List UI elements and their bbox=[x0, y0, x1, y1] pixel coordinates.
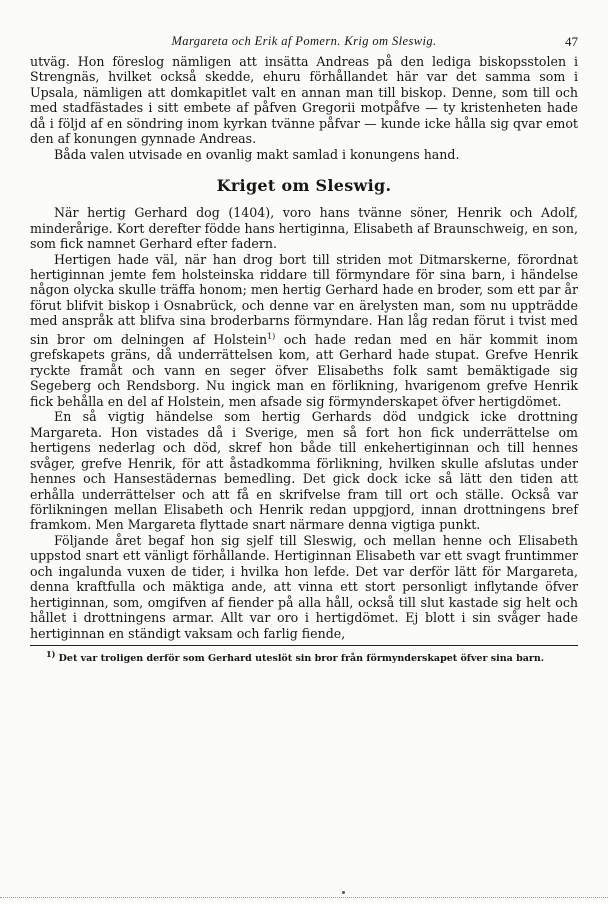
running-head bbox=[30, 34, 578, 54]
paragraph-2-text-a: Hertigen hade väl, när han drog bort till striden mot Ditmarskerne, förordnat hertiginnan jemte fem holsteinska riddare till förmyndare för sina barn, i händelse någon olycka skulle träffa honom; men hertig Gerhard hade en broder, som ett par år förut blifvit biskop i Osnabrück, och denne var en ärelysten man, som nu uppträdde med anspråk att blifva sina broderbarns förmyndare. Han låg redan förut i tvist med sin bror om delningen af Holstein bbox=[30, 251, 578, 347]
paragraph-summary: Båda valen utvisade en ovanlig makt samlad i konungens hand. bbox=[54, 146, 460, 162]
paragraph-4: Följande året begaf hon sig sjelf till Sleswig, och mellan henne och Elisabeth uppstod snart ett vänligt förhållande. Hertiginnan Elisabeth var ett svagt fruntimmer och ingalunda vuxen de tider, i hvilka hon lefde. Det var derför lätt för Margareta, denna kraftfulla och mäktiga ande, att vinna ett stort personligt inflytande öfver hertiginnan, som, omgifven af fiender på alla håll, också till slut kastade sig helt och hållet i drottningens armar. Allt var oro i hertigdömet. Ej blott i sin svåger hade hertiginnan en ständigt vaksam och farlig fiende, bbox=[30, 532, 578, 641]
paragraph-2-text-b: och hade redan med en här kommit inom grefskapets gräns, då underrättelsen kom, att Gerhard hade stupat. Grefve Henrik ryckte framåt och vann en seger öfver Elisabeths folk samt bemäktigade sig Segeberg och Rendsborg. Nu ingick man en förlikning, hvarigenom grefve Henrik fick behålla en del af Holstein, men afsade sig förmynderskapet öfver hertigdömet. bbox=[30, 331, 578, 409]
footnote-reference: 1) bbox=[267, 331, 276, 341]
footnote bbox=[30, 648, 578, 665]
footnote-text: Det var troligen derför som Gerhard uteslöt sin bror från förmynderskapet öfver sina barn. bbox=[55, 653, 545, 665]
paragraph-3: En så vigtig händelse som hertig Gerhards död undgick icke drottning Margareta. Hon vistades då i Sverige, men så fort hon fick underrättelse om hertigens nederlag och död, skref hon både till enkehertiginnan och till hennes svåger, grefve Henrik, för att åstadkomma förlikning, hvilken skulle afslutas under hennes och Hansestädernas bemedling. Det gick dock icke så lätt den tiden att erhålla underrättelser och att få en skrifvelse fram till ort och ställe. Också var förlikningen mellan Elisabeth och Henrik redan uppgjord, innan drottningens bref framkom. Men Margareta flyttade snart närmare denna vigtiga punkt. bbox=[30, 409, 578, 533]
footnote-marker: 1) bbox=[46, 649, 56, 660]
paragraph-2 bbox=[30, 252, 578, 410]
page-bottom-edge bbox=[0, 870, 608, 904]
page-number: 47 bbox=[565, 34, 578, 49]
running-title: Margareta och Erik af Pomern. Krig om Sleswig. bbox=[171, 34, 437, 48]
paragraph-continued: utväg. Hon föreslog nämligen att insätta Andreas på den lediga biskopsstolen i Strengnäs, hvilket också skedde, ehuru förhållandet här var det samma som i Upsala, nämligen att domkapitlet valt en annan man till biskop. Denne, som till och med stadfästades i sitt embete af påfven Gregorii motpåfve — ty kristenheten hade då i följd af en söndring inom kyrkan tvänne påfvar — kunde icke hålla sig qvar emot den af konungen gynnade Andreas. bbox=[30, 54, 578, 147]
book-page bbox=[30, 34, 578, 665]
paragraph-1: När hertig Gerhard dog (1404), voro hans tvänne söner, Henrik och Adolf, minderårige. Kort derefter födde hans hertiginna, Elisabeth af Braunschweig, en son, som fick namnet Gerhard efter fadern. bbox=[30, 205, 578, 252]
section-title: Kriget om Sleswig. bbox=[216, 176, 392, 196]
footnote-rule bbox=[30, 645, 578, 646]
ink-dot bbox=[342, 891, 345, 894]
scan-edge-line bbox=[0, 897, 608, 898]
